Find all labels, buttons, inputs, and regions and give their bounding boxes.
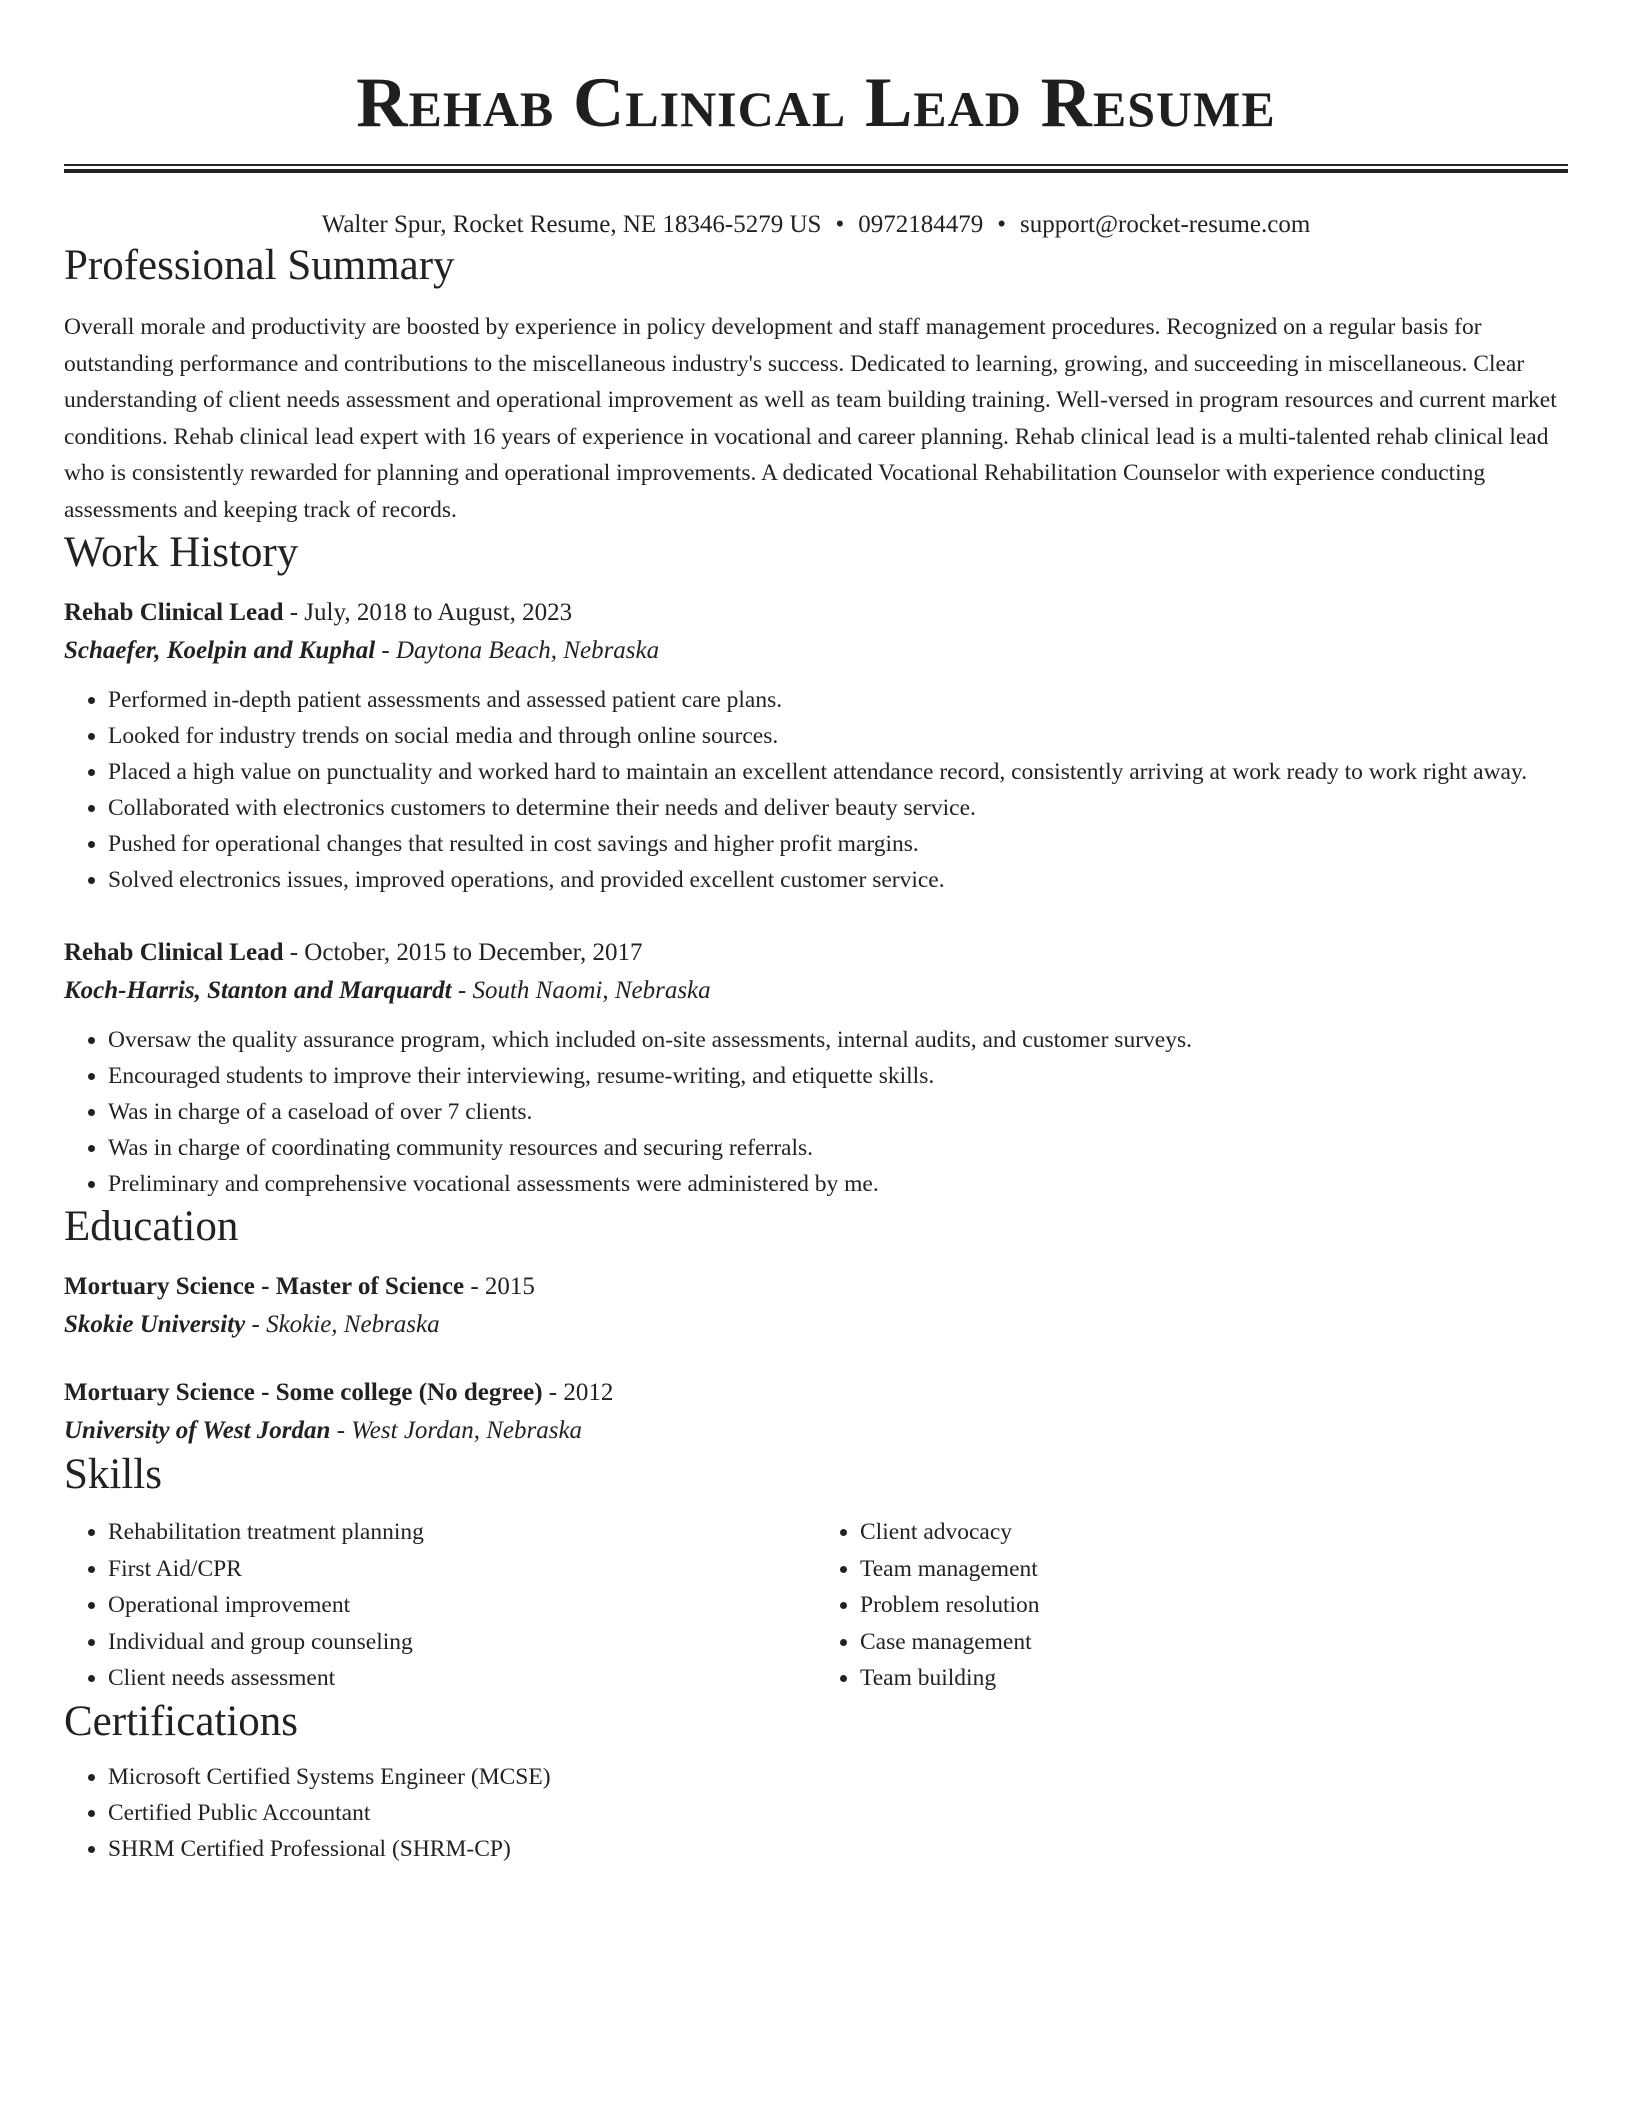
job-title: Rehab Clinical Lead	[64, 939, 284, 966]
list-item: • First Aid/CPR	[108, 1551, 816, 1588]
certifications-list	[64, 1759, 1568, 1867]
list-item: • Performed in-depth patient assessments and assessed patient care plans.	[108, 682, 1568, 718]
list-item: • Microsoft Certified Systems Engineer (MCSE)	[108, 1759, 1568, 1795]
list-item: • Case management	[860, 1624, 1568, 1661]
job-dates: - July, 2018 to August, 2023	[283, 599, 573, 626]
job-location: - Daytona Beach, Nebraska	[375, 637, 660, 664]
job-title-line	[64, 594, 1568, 632]
education-degree: Mortuary Science - Some college (No degree)	[64, 1379, 543, 1406]
skills-grid	[64, 1514, 1568, 1697]
skills-column-left	[64, 1514, 816, 1697]
list-item: • Team building	[860, 1660, 1568, 1697]
list-item: • Collaborated with electronics customers to determine their needs and deliver beauty service.	[108, 790, 1568, 826]
list-item: • Pushed for operational changes that resulted in cost savings and higher profit margins.	[108, 826, 1568, 862]
education-location: - West Jordan, Nebraska	[330, 1417, 583, 1444]
list-item: • Preliminary and comprehensive vocational assessments were administered by me.	[108, 1166, 1568, 1202]
list-item: • Was in charge of a caseload of over 7 clients.	[108, 1094, 1568, 1130]
education-entry	[64, 1374, 1568, 1450]
job-entry	[64, 934, 1568, 1202]
education-school-line	[64, 1412, 1568, 1450]
education-degree-line	[64, 1268, 1568, 1306]
list-item: • Problem resolution	[860, 1587, 1568, 1624]
certifications-heading: Certifications	[64, 1697, 299, 1745]
job-title: Rehab Clinical Lead	[64, 599, 284, 626]
title-divider	[64, 164, 1568, 173]
job-bullets	[64, 1022, 1568, 1202]
list-item: • Certified Public Accountant	[108, 1795, 1568, 1831]
list-item: • Individual and group counseling	[108, 1624, 816, 1661]
education-school: University of West Jordan	[64, 1417, 331, 1444]
summary-text: Overall morale and productivity are boosted by experience in policy development and staff management procedures. Recognized on a regular basis for outstanding performance and contributions to the miscellaneous industry's success. Dedicated to learning, growing, and succeeding in miscellaneous. Clear understanding of client needs assessment and operational improvement as well as team building training. Well-versed in program resources and current market conditions. Rehab clinical lead expert with 16 years of experience in vocational and career planning. Rehab clinical lead is a multi-talented rehab clinical lead who is consistently rewarded for planning and operational improvements. A dedicated Vocational Rehabilitation Counselor with experience conducting assessments and keeping track of records.	[64, 314, 1557, 523]
job-company: Schaefer, Koelpin and Kuphal	[64, 637, 376, 664]
list-item: • Solved electronics issues, improved operations, and provided excellent customer service.	[108, 862, 1568, 898]
education-heading: Education	[64, 1203, 239, 1250]
summary-heading: Professional Summary	[64, 242, 455, 289]
job-company-line	[64, 632, 1568, 670]
education-degree-line	[64, 1374, 1568, 1412]
list-item: • Client advocacy	[860, 1514, 1568, 1551]
contact-separator: •	[835, 211, 845, 238]
education-location: - Skokie, Nebraska	[245, 1311, 440, 1338]
list-item: • SHRM Certified Professional (SHRM-CP)	[108, 1831, 1568, 1867]
job-bullets	[64, 682, 1568, 898]
list-item: • Was in charge of coordinating community resources and securing referrals.	[108, 1130, 1568, 1166]
list-item: • Looked for industry trends on social media and through online sources.	[108, 718, 1568, 754]
education-degree: Mortuary Science - Master of Science	[64, 1273, 465, 1300]
list-item: • Team management	[860, 1551, 1568, 1588]
work-history-heading: Work History	[64, 529, 299, 576]
job-entry	[64, 594, 1568, 898]
list-item: • Encouraged students to improve their interviewing, resume-writing, and etiquette skills.	[108, 1058, 1568, 1094]
education-entry	[64, 1268, 1568, 1344]
list-item: • Rehabilitation treatment planning	[108, 1514, 816, 1551]
contact-line	[64, 209, 1568, 241]
job-dates: - October, 2015 to December, 2017	[283, 939, 643, 966]
education-year: - 2015	[464, 1273, 535, 1300]
resume-title: Rehab Clinical Lead Resume	[356, 64, 1276, 142]
list-item: • Client needs assessment	[108, 1660, 816, 1697]
education-year: - 2012	[542, 1379, 614, 1406]
contact-email: support@rocket-resume.com	[1019, 211, 1311, 238]
skills-heading: Skills	[64, 1451, 162, 1498]
list-item: • Oversaw the quality assurance program, which included on-site assessments, internal audits, and customer surveys.	[108, 1022, 1568, 1058]
job-location: - South Naomi, Nebraska	[451, 977, 711, 1004]
contact-phone: 0972184479	[858, 211, 984, 238]
job-title-line	[64, 934, 1568, 972]
education-school: Skokie University	[64, 1311, 246, 1338]
job-company-line	[64, 972, 1568, 1010]
education-school-line	[64, 1306, 1568, 1344]
contact-address: Walter Spur, Rocket Resume, NE 18346-5279 US	[321, 211, 822, 238]
skills-column-right	[816, 1514, 1568, 1697]
contact-separator: •	[997, 211, 1006, 238]
list-item: • Placed a high value on punctuality and worked hard to maintain an excellent attendance record, consistently arriving at work ready to work right away.	[108, 754, 1568, 790]
job-company: Koch-Harris, Stanton and Marquardt	[64, 977, 452, 1004]
list-item: • Operational improvement	[108, 1587, 816, 1624]
